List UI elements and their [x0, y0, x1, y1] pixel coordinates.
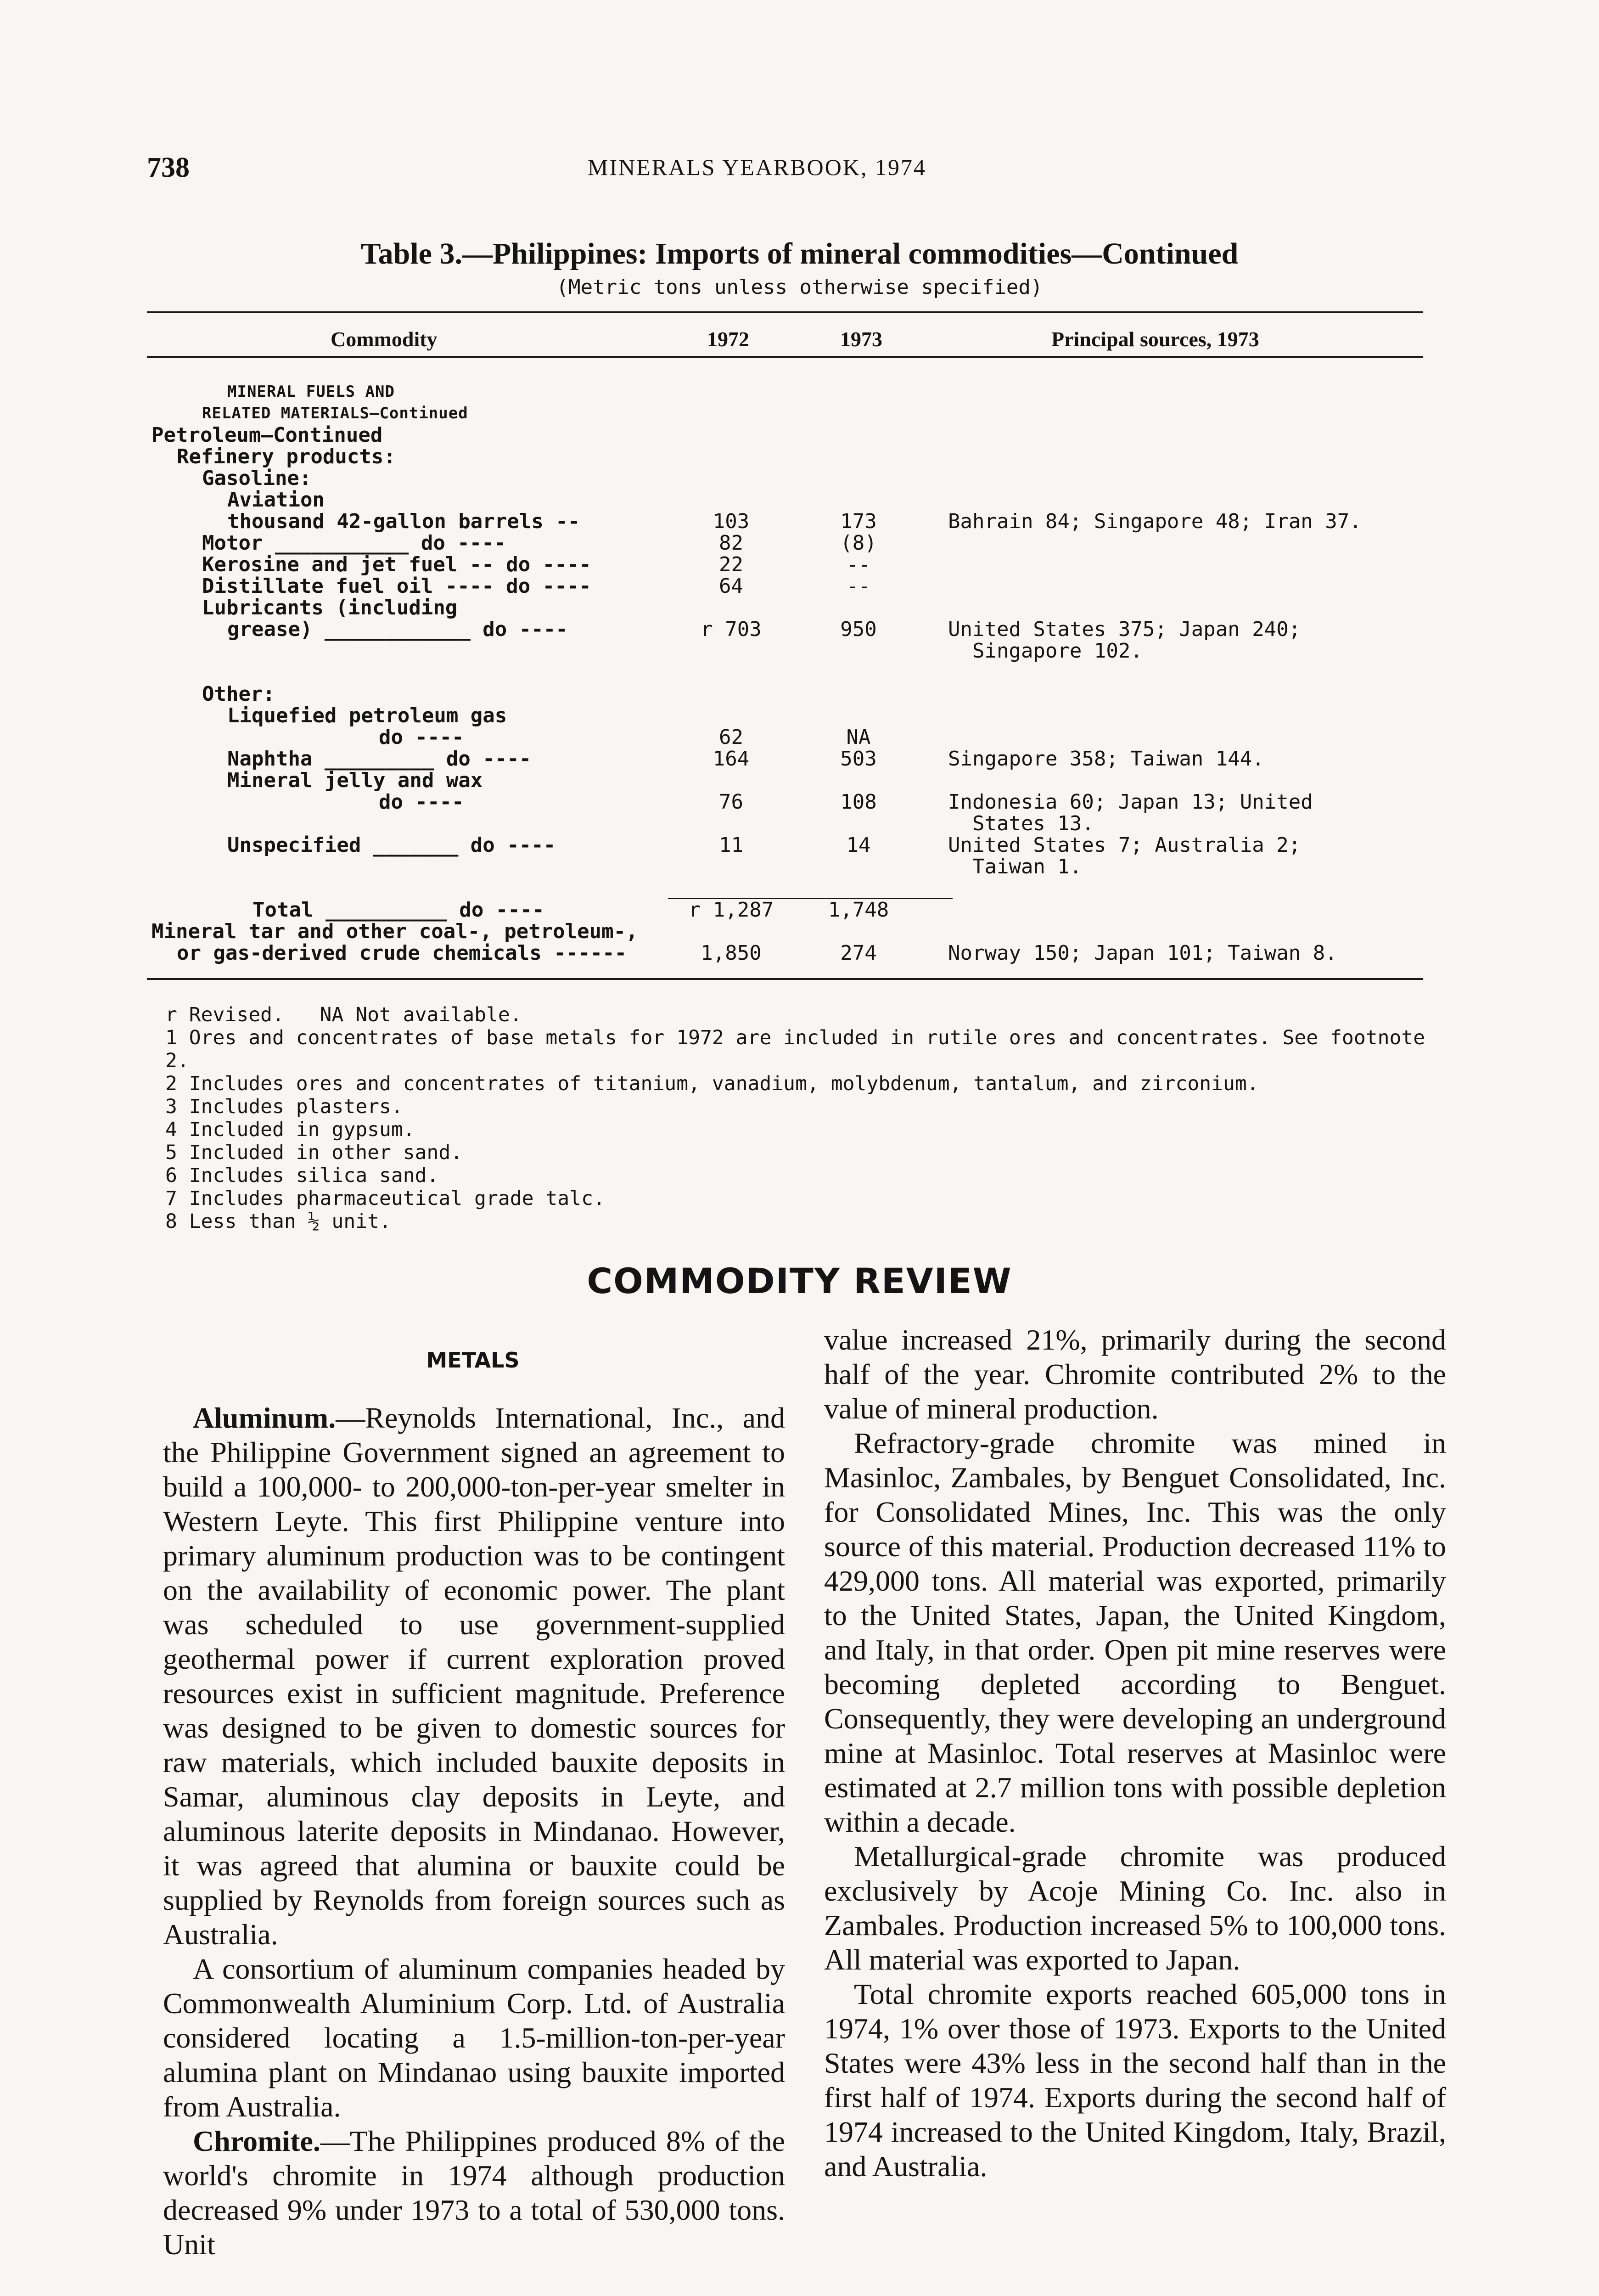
- sources-cell: United States 7; Australia 2;: [948, 833, 1301, 857]
- commodity-cell: Refinery products:: [177, 445, 396, 468]
- commodity-cell: Naphtha _________ do ----: [227, 747, 532, 771]
- sources-cell: [920, 683, 1419, 705]
- value-1973-cell: [797, 640, 920, 662]
- value-1973-cell: [797, 467, 920, 489]
- commodity-cell: Kerosine and jet fuel -- do ----: [202, 553, 591, 576]
- footnote: 8 Less than ½ unit.: [165, 1210, 391, 1233]
- footnote: r Revised. NA Not available.: [165, 1003, 522, 1026]
- footnote: 6 Includes silica sand.: [165, 1164, 439, 1187]
- sources-cell: States 13.: [948, 812, 1094, 835]
- table-row: [151, 921, 1419, 942]
- sources-cell: Singapore 102.: [948, 639, 1143, 663]
- metallurgical-paragraph: Metallurgical-grade chromite was produced exclusively by Acoje Mining Co. Inc. also in Zambales. Production increased 5% to 100,000 tons. All material was exported to Japan.: [824, 1840, 1446, 1976]
- footnote: 4 Included in gypsum.: [165, 1118, 415, 1141]
- table-row: [151, 748, 1419, 770]
- chromite-paragraph: Chromite.—The Philippines produced 8% of the world's chromite in 1974 although production decreased 9% under 1973 to a total of 530,000 tons. Unit: [163, 2125, 785, 2261]
- footnote: 1 Ores and concentrates of base metals for 1972 are included in rutile ores and concentrates. See footnote 2.: [165, 1026, 1437, 1072]
- value-1973-cell: [797, 770, 920, 791]
- value-1973-cell: [797, 403, 920, 424]
- aluminum-heading: Aluminum.: [193, 1401, 336, 1434]
- commodity-cell: [151, 662, 666, 683]
- commodity-cell: or gas-derived crude chemicals ------: [177, 941, 627, 965]
- sources-cell: [920, 467, 1419, 489]
- value-1972-cell: [666, 403, 797, 424]
- table-header-rule: [147, 356, 1423, 358]
- sources-cell: [920, 424, 1419, 446]
- sources-cell: [920, 921, 1419, 942]
- value-1972-cell: [666, 467, 797, 489]
- value-1973-cell: 503: [840, 747, 877, 771]
- footnote: 5 Included in other sand.: [165, 1141, 463, 1164]
- commodity-cell: [151, 813, 666, 834]
- sources-cell: [920, 597, 1419, 619]
- sources-cell: [920, 489, 1419, 511]
- table-body: [151, 381, 1419, 964]
- value-1972-cell: r 703: [701, 618, 762, 641]
- table-row: [151, 770, 1419, 791]
- value-1972-cell: [666, 770, 797, 791]
- exports-paragraph: Total chromite exports reached 605,000 tons in 1974, 1% over those of 1973. Exports to the United States were 43% less in the second half than in the first half of 1974. Exports during the second half of 1974 increased to the United Kingdom, Italy, Brazil, and Australia.: [824, 1978, 1446, 2183]
- value-1972-cell: 64: [719, 574, 743, 598]
- commodity-cell: Total __________ do ----: [252, 898, 544, 922]
- sources-cell: [920, 381, 1419, 403]
- footnote: 2 Includes ores and concentrates of titanium, vanadium, molybdenum, tantalum, and zirconium.: [165, 1072, 1259, 1095]
- value-1973-cell: [797, 381, 920, 403]
- commodity-cell: [151, 878, 666, 899]
- value-1973-cell: [797, 921, 920, 942]
- table-row: [151, 791, 1419, 813]
- sources-cell: Norway 150; Japan 101; Taiwan 8.: [948, 941, 1337, 965]
- value-1973-cell: [797, 705, 920, 726]
- sources-cell: [920, 446, 1419, 467]
- value-1972-cell: [666, 597, 797, 619]
- value-1972-cell: [666, 921, 797, 942]
- table-row: [151, 575, 1419, 597]
- value-1973-cell: 274: [840, 941, 877, 965]
- value-1972-cell: [666, 878, 797, 899]
- value-1972-cell: [666, 424, 797, 446]
- sources-cell: Singapore 358; Taiwan 144.: [948, 747, 1264, 771]
- value-1972-cell: 76: [719, 790, 743, 814]
- footnotes: [165, 1003, 1437, 1233]
- value-1972-cell: [666, 381, 797, 403]
- sources-cell: [920, 575, 1419, 597]
- commodity-cell: Other:: [202, 682, 275, 706]
- value-1972-cell: [666, 705, 797, 726]
- commodity-cell: Mineral jelly and wax: [227, 769, 483, 792]
- commodity-cell: Petroleum—Continued: [151, 423, 383, 447]
- table-row: [151, 705, 1419, 726]
- sources-cell: [920, 532, 1419, 554]
- value-1973-cell: 108: [840, 790, 877, 814]
- commodity-cell: grease) ____________ do ----: [227, 618, 568, 641]
- sources-cell: Bahrain 84; Singapore 48; Iran 37.: [948, 510, 1362, 533]
- value-1973-cell: 1,748: [828, 898, 889, 922]
- chromite-value-paragraph: value increased 21%, primarily during the second half of the year. Chromite contributed 2% to the value of mineral production.: [824, 1323, 1446, 1425]
- commodity-cell: Motor ___________ do ----: [202, 531, 506, 555]
- value-1972-cell: [666, 489, 797, 511]
- table-row: [151, 554, 1419, 575]
- value-1972-cell: [666, 640, 797, 662]
- table-row: [151, 489, 1419, 511]
- value-1972-cell: [666, 662, 797, 683]
- aluminum-paragraph: Aluminum.—Reynolds International, Inc., and the Philippine Government signed an agreement to build a 100,000- to 200,000-ton-per-year smelter in Western Leyte. This first Philippine venture into primary aluminum production was to be contingent on the availability of economic power. The plant was scheduled to use government-supplied geothermal power if current exploration proved resources exist in sufficient magnitude. Preference was designed to be given to domestic sources for raw materials, which included bauxite deposits in Samar, aluminous clay deposits in Leyte, and aluminous laterite deposits in Mindanao. However, it was agreed that alumina or bauxite could be supplied by Reynolds from foreign sources such as Australia.: [163, 1401, 785, 1951]
- value-1973-cell: [797, 856, 920, 878]
- value-1972-cell: [666, 856, 797, 878]
- value-1973-cell: [797, 489, 920, 511]
- table-row: [151, 640, 1419, 662]
- table-row: [151, 424, 1419, 446]
- sources-cell: [920, 662, 1419, 683]
- consortium-paragraph: A consortium of aluminum companies headed by Commonwealth Aluminium Corp. Ltd. of Australia considered locating a 1.5-million-ton-per-year alumina plant on Mindanao using bauxite imported from Australia.: [163, 1953, 785, 2123]
- value-1973-cell: 950: [840, 618, 877, 641]
- table-row: [151, 899, 1419, 921]
- table-row: [151, 619, 1419, 640]
- value-1973-cell: [797, 662, 920, 683]
- section-title: COMMODITY REVIEW: [587, 1261, 1012, 1301]
- commodity-cell: Gasoline:: [202, 467, 312, 490]
- commodity-cell: RELATED MATERIALS—Continued: [202, 404, 468, 422]
- commodity-cell: [151, 856, 666, 878]
- table-row: [151, 726, 1419, 748]
- table-row: [151, 467, 1419, 489]
- value-1973-cell: [797, 597, 920, 619]
- commodity-cell: Aviation: [227, 488, 325, 512]
- value-1973-cell: [797, 446, 920, 467]
- value-1973-cell: [797, 878, 920, 899]
- value-1972-cell: r 1,287: [688, 898, 774, 922]
- table-row: [151, 942, 1419, 964]
- value-1973-cell: [797, 683, 920, 705]
- value-1972-cell: 11: [719, 833, 743, 857]
- table-title: Table 3.—Philippines: Imports of mineral commodities—Continued: [360, 237, 1239, 270]
- value-1973-cell: --: [846, 574, 871, 598]
- sources-cell: [920, 878, 1419, 899]
- table-row: [151, 511, 1419, 532]
- commodity-cell: Mineral tar and other coal-, petroleum-,: [151, 920, 638, 943]
- table-row: [151, 381, 1419, 403]
- table-row: [151, 662, 1419, 683]
- col-header-commodity: Commodity: [331, 327, 438, 351]
- value-1973-cell: (8): [840, 531, 877, 555]
- commodity-cell: MINERAL FUELS AND: [227, 383, 395, 401]
- value-1972-cell: 62: [719, 726, 743, 749]
- table-row: [151, 834, 1419, 856]
- value-1973-cell: 173: [840, 510, 877, 533]
- table-subtitle: (Metric tons unless otherwise specified): [556, 276, 1043, 299]
- value-1973-cell: --: [846, 553, 871, 576]
- col-header-sources: Principal sources, 1973: [1051, 327, 1259, 351]
- commodity-cell: Liquefied petroleum gas: [227, 704, 507, 727]
- value-1973-cell: NA: [846, 726, 871, 749]
- value-1972-cell: [666, 813, 797, 834]
- value-1972-cell: 22: [719, 553, 743, 576]
- value-1972-cell: [666, 446, 797, 467]
- footnote: 7 Includes pharmaceutical grade talc.: [165, 1187, 605, 1210]
- value-1972-cell: 164: [713, 747, 750, 771]
- footnote: 3 Includes plasters.: [165, 1095, 403, 1118]
- table-row: [151, 683, 1419, 705]
- left-column: [163, 1401, 785, 2262]
- table-row: [151, 597, 1419, 619]
- commodity-cell: Lubricants (including: [202, 596, 458, 619]
- sources-cell: Taiwan 1.: [948, 855, 1082, 878]
- sources-cell: Indonesia 60; Japan 13; United: [948, 790, 1313, 814]
- page-number: 738: [147, 152, 190, 183]
- commodity-cell: Unspecified _______ do ----: [227, 833, 556, 857]
- table-row: [151, 856, 1419, 878]
- value-1973-cell: 14: [846, 833, 871, 857]
- value-1972-cell: 82: [719, 531, 743, 555]
- running-title: MINERALS YEARBOOK, 1974: [588, 154, 926, 180]
- col-header-1972: 1972: [707, 327, 749, 351]
- sources-cell: [920, 705, 1419, 726]
- right-column: [824, 1322, 1446, 2183]
- value-1972-cell: 103: [713, 510, 750, 533]
- sources-cell: [920, 403, 1419, 424]
- commodity-cell: do ----: [379, 790, 464, 814]
- sources-cell: [920, 770, 1419, 791]
- commodity-cell: thousand 42-gallon barrels --: [227, 510, 580, 533]
- sources-cell: United States 375; Japan 240;: [948, 618, 1301, 641]
- value-1973-cell: [797, 813, 920, 834]
- table-bottom-rule: [147, 978, 1423, 980]
- value-1972-cell: [666, 683, 797, 705]
- value-1973-cell: [797, 424, 920, 446]
- commodity-cell: do ----: [379, 726, 464, 749]
- commodity-cell: Distillate fuel oil ---- do ----: [202, 574, 591, 598]
- sources-cell: [920, 554, 1419, 575]
- sources-cell: [920, 899, 1419, 921]
- value-1972-cell: 1,850: [701, 941, 762, 965]
- table-top-rule: [147, 311, 1423, 313]
- table-row: [151, 878, 1419, 899]
- chromite-heading: Chromite.: [193, 2125, 320, 2157]
- table-row: [151, 813, 1419, 834]
- table-row: [151, 403, 1419, 424]
- col-header-1973: 1973: [840, 327, 882, 351]
- sources-cell: [920, 726, 1419, 748]
- commodity-cell: [151, 640, 666, 662]
- refractory-paragraph: Refractory-grade chromite was mined in Masinloc, Zambales, by Benguet Consolidated, Inc. for Consolidated Mines, Inc. This was the only source of this material. Production decreased 11% to 429,000 tons. All material was exported, primarily to the United States, Japan, the United Kingdom, and Italy, in that order. Open pit mine reserves were becoming depleted according to Benguet. Consequently, they were developing an underground mine at Masinloc. Total reserves at Masinloc were estimated at 2.7 million tons with possible depletion within a decade.: [824, 1427, 1446, 1838]
- subsection-title: METALS: [426, 1348, 520, 1373]
- table-row: [151, 532, 1419, 554]
- table-row: [151, 446, 1419, 467]
